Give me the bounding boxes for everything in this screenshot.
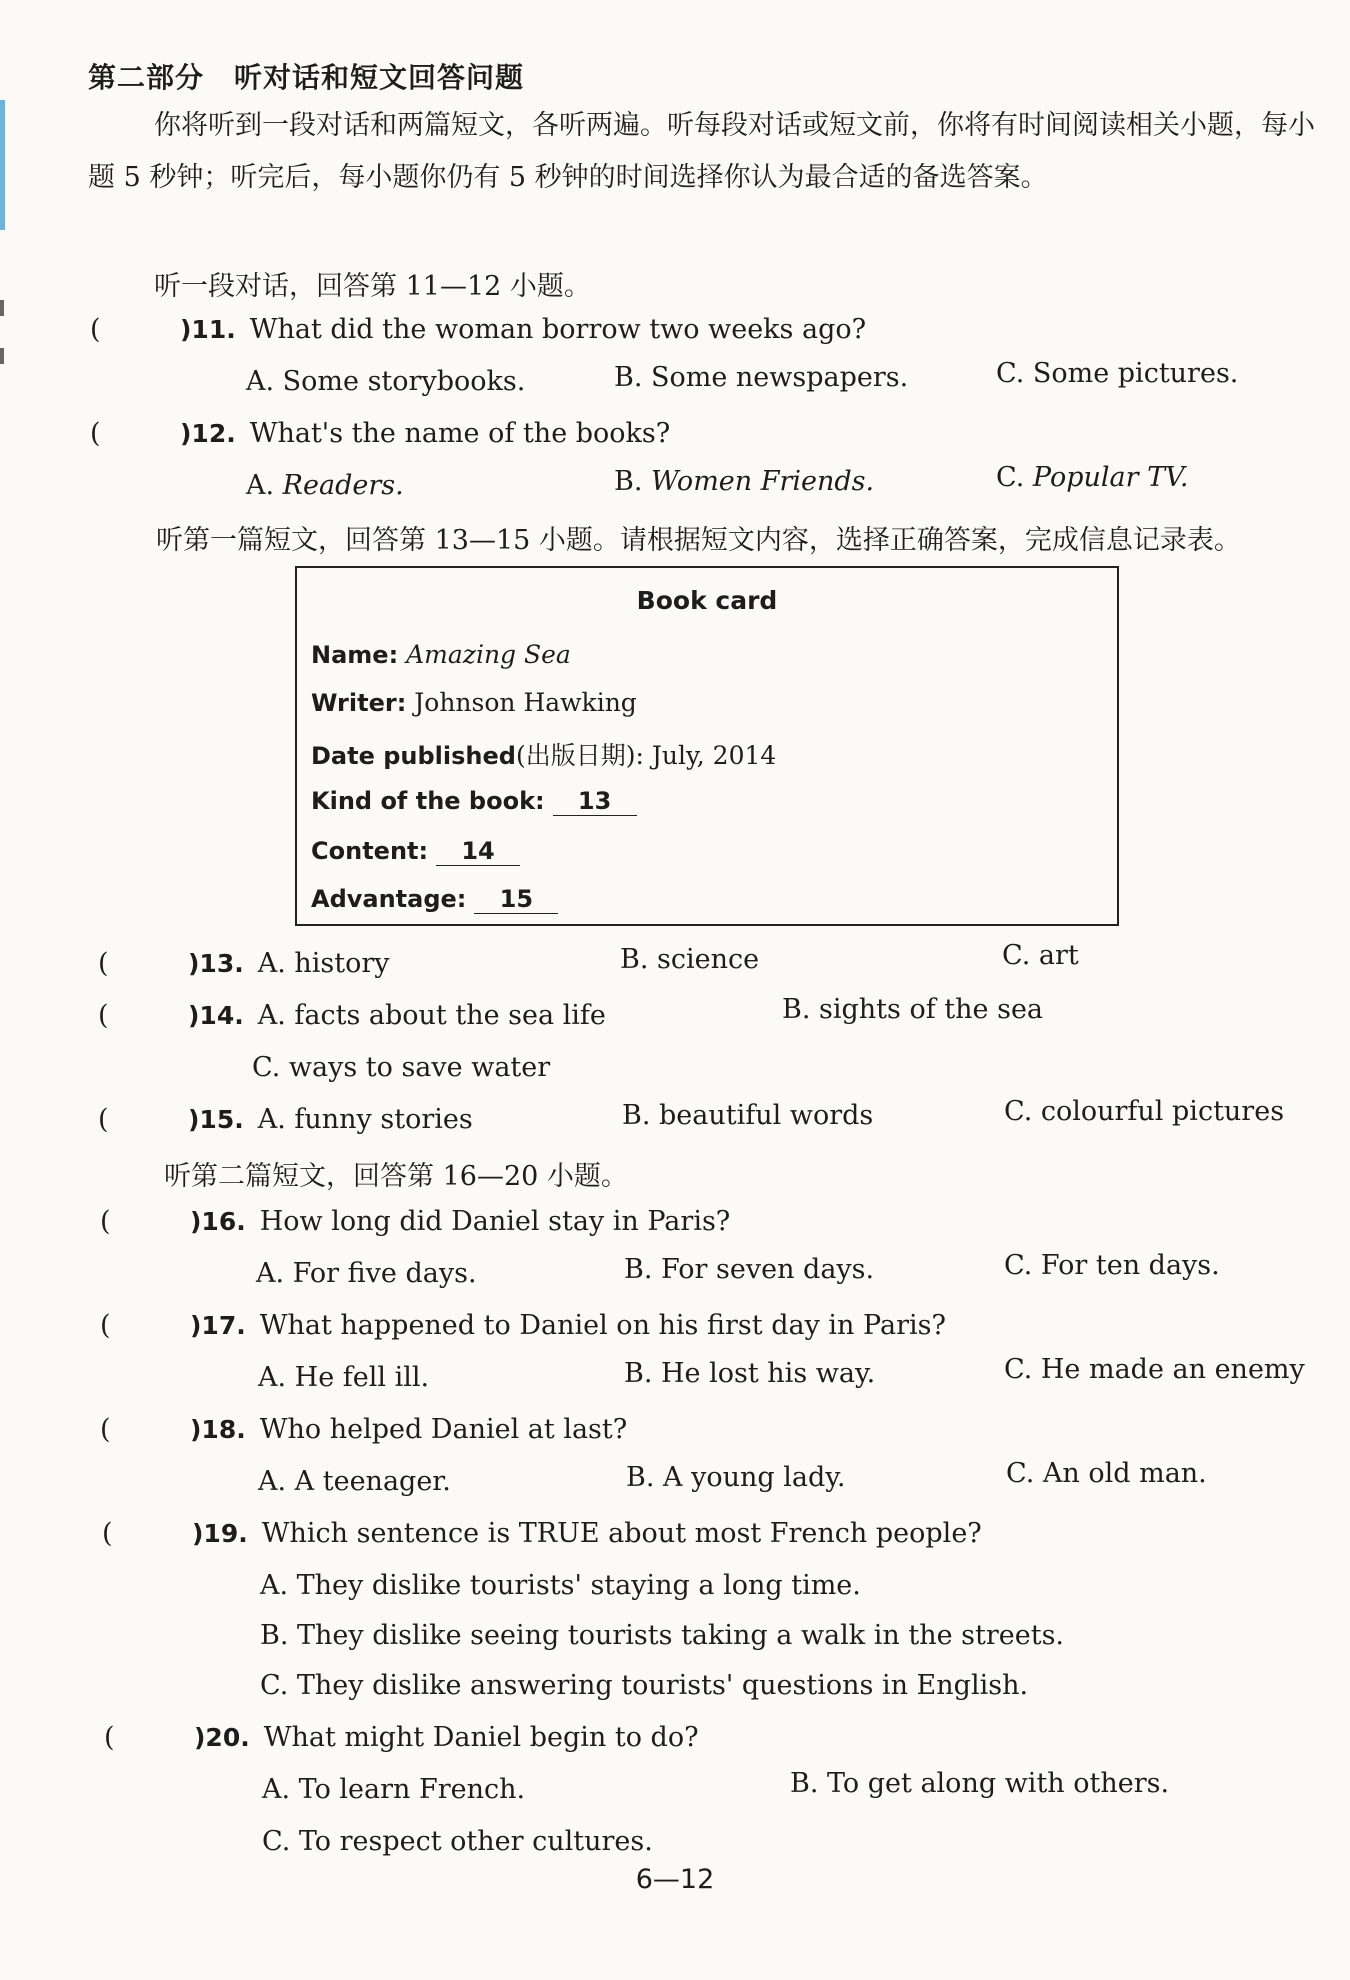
side-mark [0, 348, 4, 364]
card-date-row [311, 736, 776, 772]
question-number: )14. [188, 1001, 244, 1030]
answer-paren[interactable]: ( [100, 1310, 111, 1341]
card-name-row [311, 640, 571, 669]
card-label: Kind of the book: [311, 787, 545, 815]
option-c[interactable]: C. To respect other cultures. [262, 1826, 653, 1857]
option-b[interactable]: B. They dislike seeing tourists taking a walk in the streets. [260, 1620, 1065, 1651]
question-19 [102, 1518, 982, 1549]
option-c[interactable] [996, 462, 1188, 493]
option-a[interactable]: A. To learn French. [262, 1774, 526, 1805]
card-label: Name: [311, 641, 399, 669]
option-b[interactable]: B. To get along with others. [790, 1768, 1170, 1799]
question-text: What's the name of the books? [249, 418, 671, 449]
option-b[interactable]: B. For seven days. [624, 1254, 875, 1285]
card-value: Johnson Hawking [414, 688, 637, 717]
option-b[interactable]: B. Some newspapers. [614, 362, 909, 393]
question-number: )18. [190, 1415, 246, 1444]
question-text: Who helped Daniel at last? [259, 1414, 628, 1445]
option-a[interactable]: A. He fell ill. [258, 1362, 430, 1393]
answer-paren[interactable]: ( [100, 1414, 111, 1445]
card-label: Content: [311, 837, 429, 865]
question-number: )11. [180, 315, 236, 344]
option-letter: C. [996, 462, 1033, 493]
card-value: July, 2014 [651, 741, 777, 770]
question-text: What might Daniel begin to do? [263, 1722, 699, 1753]
option-text: Popular TV. [1032, 462, 1189, 493]
card-writer-row [311, 688, 637, 717]
option-a[interactable]: A. For five days. [256, 1258, 477, 1289]
question-number: )17. [190, 1311, 246, 1340]
option-text: Readers. [282, 470, 404, 501]
option-c[interactable]: C. He made an enemy [1004, 1354, 1305, 1385]
book-card [295, 566, 1119, 926]
section-instructions [88, 100, 1318, 204]
instructions-text: 你将听到一段对话和两篇短文，各听两遍。听每段对话或短文前，你将有时间阅读相关小题，每小题 5 秒钟；听完后，每小题你仍有 5 秒钟的时间选择你认为最合适的备选答案。 [88, 110, 1315, 193]
card-kind-row [311, 786, 637, 816]
option-c[interactable]: C. colourful pictures [1004, 1096, 1285, 1127]
option-b[interactable] [614, 466, 874, 497]
question-13 [98, 948, 390, 979]
option-c[interactable]: C. Some pictures. [996, 358, 1239, 389]
question-number: )19. [192, 1519, 248, 1548]
dialogue-lead: 听一段对话，回答第 11—12 小题。 [154, 271, 591, 302]
question-number: )16. [190, 1207, 246, 1236]
question-text: What did the woman borrow two weeks ago? [249, 314, 867, 345]
card-content-row [311, 836, 520, 866]
question-17 [100, 1310, 946, 1341]
passage1-lead: 听第一篇短文，回答第 13—15 小题。请根据短文内容，选择正确答案，完成信息记录表。 [156, 525, 1241, 556]
question-12 [90, 418, 670, 449]
card-label: Writer: [311, 689, 407, 717]
passage2-lead: 听第二篇短文，回答第 16—20 小题。 [164, 1161, 628, 1192]
option-text: Women Friends. [651, 466, 875, 497]
card-label: Advantage: [311, 885, 467, 913]
question-15 [98, 1104, 473, 1135]
option-a[interactable]: A. facts about the sea life [257, 1000, 606, 1031]
page-number: 6—12 [635, 1864, 715, 1895]
option-b[interactable]: B. science [620, 944, 760, 975]
card-advantage-row [311, 884, 558, 914]
answer-paren[interactable]: ( [102, 1518, 113, 1549]
answer-paren[interactable]: ( [98, 948, 109, 979]
question-text: How long did Daniel stay in Paris? [259, 1206, 731, 1237]
option-b[interactable]: B. A young lady. [626, 1462, 846, 1493]
question-14 [98, 1000, 606, 1031]
option-a[interactable] [246, 470, 404, 501]
question-number: )13. [188, 949, 244, 978]
option-a[interactable]: A. history [257, 948, 390, 979]
section-title [88, 56, 524, 96]
side-color-tab [0, 100, 5, 230]
question-20 [104, 1722, 699, 1753]
option-b[interactable]: B. sights of the sea [782, 994, 1044, 1025]
option-a[interactable]: A. A teenager. [258, 1466, 451, 1497]
question-18 [100, 1414, 627, 1445]
option-a[interactable]: A. Some storybooks. [246, 366, 526, 397]
option-b[interactable]: B. beautiful words [622, 1100, 874, 1131]
card-value: Amazing Sea [406, 640, 571, 669]
question-text: Which sentence is TRUE about most French people? [261, 1518, 982, 1549]
section-heading: 听对话和短文回答问题 [234, 61, 525, 94]
option-c[interactable]: C. ways to save water [252, 1052, 551, 1083]
answer-paren[interactable]: ( [90, 418, 101, 449]
question-number: )15. [188, 1105, 244, 1134]
question-number: )12. [180, 419, 236, 448]
card-note: (出版日期): [515, 741, 644, 770]
option-c[interactable]: C. art [1002, 940, 1079, 971]
section-part: 第二部分 [88, 61, 205, 94]
answer-paren[interactable]: ( [100, 1206, 111, 1237]
option-letter: A. [246, 470, 283, 501]
side-mark [0, 300, 4, 316]
answer-paren[interactable]: ( [90, 314, 101, 345]
option-c[interactable]: C. For ten days. [1004, 1250, 1220, 1281]
answer-paren[interactable]: ( [104, 1722, 115, 1753]
option-a[interactable]: A. funny stories [257, 1104, 473, 1135]
answer-paren[interactable]: ( [98, 1104, 109, 1135]
book-card-title: Book card [636, 586, 778, 615]
answer-blank[interactable]: 13 [553, 787, 637, 816]
option-b[interactable]: B. He lost his way. [624, 1358, 876, 1389]
question-text: What happened to Daniel on his first day in Paris? [259, 1310, 946, 1341]
answer-blank[interactable]: 14 [436, 837, 520, 866]
option-letter: B. [614, 466, 652, 497]
question-11 [90, 314, 866, 345]
question-number: )20. [194, 1723, 250, 1752]
answer-blank[interactable]: 15 [474, 885, 558, 914]
answer-paren[interactable]: ( [98, 1000, 109, 1031]
option-a[interactable]: A. They dislike tourists' staying a long time. [260, 1570, 861, 1601]
card-label: Date published [311, 742, 516, 770]
question-16 [100, 1206, 730, 1237]
option-c[interactable]: C. They dislike answering tourists' questions in English. [260, 1670, 1029, 1701]
option-c[interactable]: C. An old man. [1006, 1458, 1207, 1489]
